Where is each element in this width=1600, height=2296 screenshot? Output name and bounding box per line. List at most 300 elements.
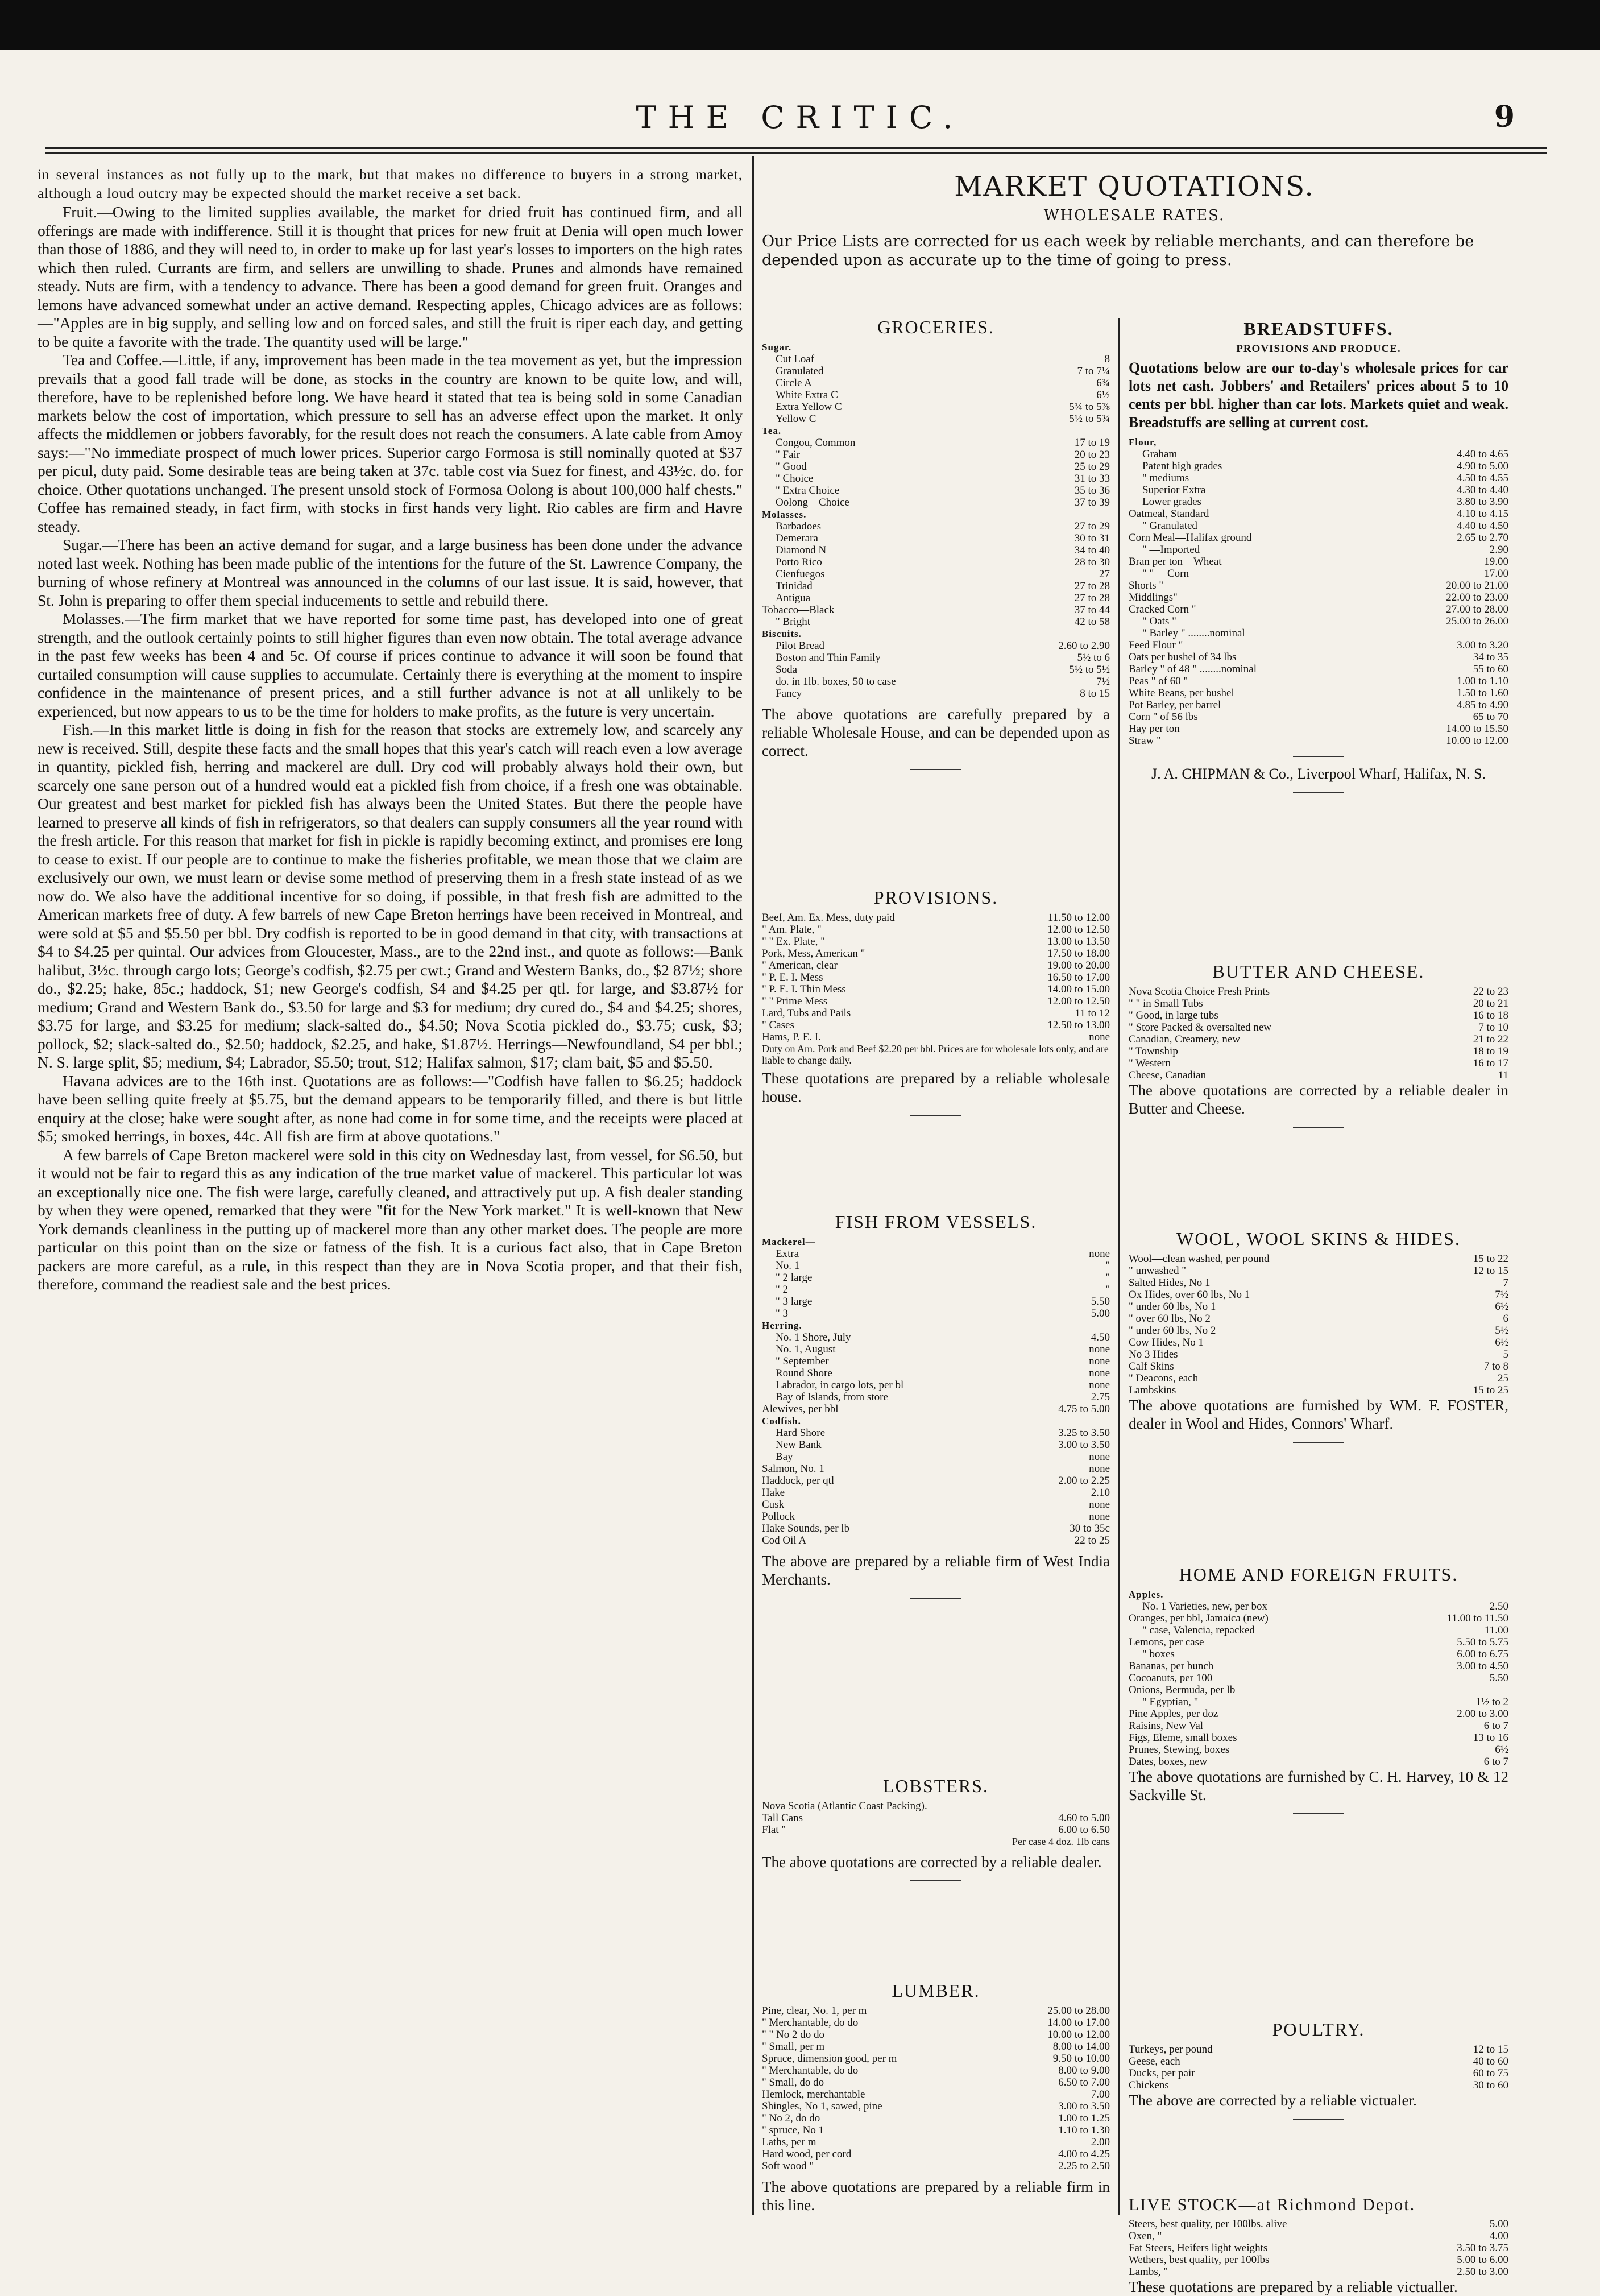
quote-label: No. 1, August	[776, 1343, 836, 1355]
quote-row	[1129, 603, 1508, 615]
quote-value: 27 to 28	[1074, 580, 1110, 592]
quote-label: Raisins, New Val	[1129, 1720, 1204, 1732]
section-note: The above are prepared by a reliable firm of West India Merchants.	[762, 1553, 1110, 1588]
quote-row	[762, 676, 1110, 688]
quote-row	[762, 544, 1110, 556]
quote-row	[762, 556, 1110, 568]
quote-label: " Good, in large tubs	[1129, 1010, 1218, 1021]
quote-label: " Deacons, each	[1129, 1372, 1199, 1384]
quote-row	[1129, 1325, 1508, 1337]
quote-value: 4.00 to 4.25	[1058, 2148, 1110, 2160]
quote-label: Oxen, "	[1129, 2230, 1162, 2242]
quote-label: Nova Scotia (Atlantic Coast Packing).	[762, 1800, 927, 1812]
quote-label: Salted Hides, No 1	[1129, 1277, 1211, 1289]
quote-value: 25.00 to 26.00	[1446, 615, 1508, 627]
quote-row	[1129, 520, 1508, 532]
quote-value	[1009, 508, 1110, 520]
quote-value	[1023, 1800, 1110, 1812]
breadstuffs-section	[1129, 318, 1508, 801]
quote-label: " Cases	[762, 1019, 794, 1031]
quote-label: " " Prime Mess	[762, 995, 828, 1007]
quote-value: 4.00	[1489, 2230, 1508, 2242]
quote-value: 35 to 36	[1074, 485, 1110, 497]
quote-label: Alewives, per bbl	[762, 1403, 839, 1415]
quote-row	[1129, 448, 1508, 460]
quote-value: 5.50	[1489, 1672, 1508, 1684]
quote-row	[762, 413, 1110, 425]
quote-label: " case, Valencia, repacked	[1142, 1624, 1255, 1636]
quote-label: Biscuits.	[762, 628, 802, 639]
quote-label: do. in 1lb. boxes, 50 to case	[776, 676, 896, 688]
quote-value: 2.25 to 2.50	[1058, 2160, 1110, 2172]
quote-value: 2.90	[1489, 544, 1508, 556]
quote-row	[762, 2124, 1110, 2136]
quote-label: Canadian, Creamery, new	[1129, 1033, 1241, 1045]
quote-label: Yellow C	[776, 413, 816, 425]
quote-label: " Fair	[776, 449, 801, 461]
quote-row	[1129, 998, 1508, 1010]
butter-table	[1129, 986, 1508, 1081]
quote-label: " Granulated	[1142, 520, 1197, 532]
quote-value: 27 to 29	[1074, 520, 1110, 532]
groceries-table	[762, 341, 1110, 700]
quote-row	[762, 473, 1110, 485]
quote-row	[1129, 639, 1508, 651]
quote-value: none	[1089, 1343, 1110, 1355]
quote-label: Corn Meal—Halifax ground	[1129, 532, 1252, 544]
quote-row	[1129, 532, 1508, 544]
quote-row	[1129, 2067, 1508, 2079]
quote-label: Oolong—Choice	[776, 497, 849, 508]
quote-value: 4.75 to 5.00	[1058, 1403, 1110, 1415]
quote-value: 12 to 15	[1473, 2043, 1508, 2055]
quote-row	[762, 580, 1110, 592]
quote-value: 8 to 15	[1080, 688, 1110, 700]
quote-row	[762, 497, 1110, 508]
quote-value: 7½	[1495, 1289, 1508, 1301]
quote-label: Pot Barley, per barrel	[1129, 699, 1221, 711]
livestock-section	[1129, 2195, 1508, 2296]
quote-value: 5.50	[1091, 1296, 1110, 1308]
column-divider	[752, 156, 754, 2215]
quote-label: " Bright	[776, 616, 811, 628]
section-rule	[1293, 1442, 1344, 1443]
quote-label: Bran per ton—Wheat	[1129, 556, 1222, 568]
quote-label: Hemlock, merchantable	[762, 2088, 865, 2100]
quote-value: 6 to 7	[1483, 1720, 1508, 1732]
quote-row	[762, 2088, 1110, 2100]
quote-value: 4.30 to 4.40	[1457, 484, 1508, 496]
quote-row	[762, 485, 1110, 497]
quote-value: 8.00 to 9.00	[1058, 2065, 1110, 2076]
quote-value: 30 to 60	[1473, 2079, 1508, 2091]
quote-label: Peas " of 60 "	[1129, 675, 1188, 687]
market-subtitle: WHOLESALE RATES.	[1043, 207, 1225, 224]
quote-value: none	[1089, 1451, 1110, 1463]
quote-value: 60 to 75	[1473, 2067, 1508, 2079]
quote-label: " P. E. I. Mess	[762, 971, 823, 983]
quote-value: 11 to 12	[1075, 1007, 1110, 1019]
quote-value: 1.00 to 1.25	[1058, 2112, 1110, 2124]
wool-section	[1129, 1228, 1508, 1451]
quote-value: 1.00 to 1.10	[1457, 675, 1508, 687]
quote-value: 2.75	[1091, 1391, 1110, 1403]
quote-value: 2.50 to 3.00	[1457, 2266, 1508, 2278]
quote-row	[1129, 723, 1508, 735]
quote-value: 7 to 8	[1483, 1360, 1508, 1372]
quote-value	[1379, 436, 1508, 448]
quote-label: Cut Loaf	[776, 353, 815, 365]
quote-value: 5½ to 6	[1077, 652, 1110, 664]
section-title: FISH FROM VESSELS.	[835, 1211, 1037, 1232]
breadstuffs-intro: Quotations below are our to-day's wholesale prices for car lots net cash. Jobbers' and Retailers' prices about 5 to 10 cents per bbl. higher than car lots. Markets quiet and weak. Breadstuffs are selling at current cost.	[1129, 359, 1508, 431]
quote-label: " —Imported	[1142, 544, 1200, 556]
quote-label: Oranges, per bbl, Jamaica (new)	[1129, 1612, 1269, 1624]
quote-row	[1129, 615, 1508, 627]
quote-value: 42 to 58	[1074, 616, 1110, 628]
quote-label: Hay per ton	[1129, 723, 1180, 735]
quote-label: " over 60 lbs, No 2	[1129, 1313, 1211, 1325]
section-title: HOME AND FOREIGN FRUITS.	[1179, 1564, 1458, 1585]
quote-value: 16 to 17	[1473, 1057, 1508, 1069]
section-note: The above quotations are corrected by a reliable dealer in Butter and Cheese.	[1129, 1082, 1508, 1117]
section-note: The above quotations are furnished by C. H. Harvey, 10 & 12 Sackville St.	[1129, 1768, 1508, 1803]
quote-value: 5.50 to 5.75	[1457, 1636, 1508, 1648]
quote-row	[1129, 1057, 1508, 1069]
quote-value: 2.00 to 2.25	[1058, 1475, 1110, 1487]
quote-row	[1129, 1624, 1508, 1636]
quote-row	[762, 616, 1110, 628]
quote-row	[1129, 496, 1508, 508]
quote-value: 19.00	[1484, 556, 1508, 568]
quote-row	[1129, 1756, 1508, 1768]
quote-row	[1129, 580, 1508, 591]
quote-row	[762, 1260, 1110, 1272]
quote-row	[762, 1007, 1110, 1019]
quote-value: 31 to 33	[1074, 473, 1110, 485]
section-rule	[910, 1598, 961, 1599]
quote-value: 6½	[1495, 1744, 1508, 1756]
quote-value: 5½ to 5¾	[1069, 413, 1110, 425]
quote-label: Lambs, "	[1129, 2266, 1168, 2278]
section-rule	[1293, 792, 1344, 793]
quote-value: 2.10	[1091, 1487, 1110, 1499]
quote-value: 3.00 to 4.50	[1457, 1660, 1508, 1672]
quote-row	[762, 1415, 1110, 1427]
quote-label: Demerara	[776, 532, 818, 544]
quote-row	[762, 1319, 1110, 1331]
quote-row	[762, 401, 1110, 413]
foreign-fruits-section	[1129, 1564, 1508, 1822]
quote-row	[762, 568, 1110, 580]
quote-row	[762, 425, 1110, 437]
quote-value: 3.00 to 3.20	[1457, 639, 1508, 651]
section-note: The above quotations are prepared by a reliable firm in this line.	[762, 2178, 1110, 2214]
quote-label: Fancy	[776, 688, 802, 700]
quote-value: 25.00 to 28.00	[1047, 2005, 1110, 2017]
quote-row	[762, 1343, 1110, 1355]
quote-row	[1129, 1313, 1508, 1325]
quote-label: " P. E. I. Thin Mess	[762, 983, 846, 995]
quote-label: " Good	[776, 461, 807, 473]
quote-row	[762, 664, 1110, 676]
quote-value: 37 to 44	[1074, 604, 1110, 616]
quote-value: 6.00 to 6.50	[1058, 1824, 1110, 1836]
quote-label: Steers, best quality, per 100lbs. alive	[1129, 2218, 1287, 2230]
quote-value: "	[1105, 1284, 1110, 1296]
quote-row	[762, 1534, 1110, 1546]
quote-value	[1388, 1588, 1508, 1600]
market-quotations-header	[762, 171, 1507, 270]
quote-value: 5	[1503, 1348, 1508, 1360]
quote-value: 7 to 7¼	[1077, 365, 1110, 377]
quote-label: Tea.	[762, 425, 782, 436]
quote-value: 55 to 60	[1473, 663, 1508, 675]
quote-row	[1129, 735, 1508, 747]
quote-label: " spruce, No 1	[762, 2124, 824, 2136]
quote-row	[1129, 1289, 1508, 1301]
quote-row	[762, 1272, 1110, 1284]
quote-label: New Bank	[776, 1439, 822, 1451]
quote-value: 16.50 to 17.00	[1047, 971, 1110, 983]
quote-label: Feed Flour "	[1129, 639, 1183, 651]
quote-label: Boston and Thin Family	[776, 652, 881, 664]
quote-value: none	[1089, 1511, 1110, 1523]
quote-label: Flour,	[1129, 437, 1157, 448]
quote-label: Hake Sounds, per lb	[762, 1523, 850, 1534]
quote-value	[1009, 341, 1110, 353]
market-title: MARKET QUOTATIONS.	[954, 171, 1315, 202]
quote-label: " under 60 lbs, No 1	[1129, 1301, 1216, 1313]
lobsters-section	[762, 1776, 1110, 1889]
quote-row	[1129, 1720, 1508, 1732]
quote-row	[762, 1248, 1110, 1260]
quote-row	[762, 936, 1110, 948]
quote-row	[1129, 2218, 1508, 2230]
quote-row	[762, 365, 1110, 377]
quote-label: " 2	[776, 1284, 789, 1296]
quote-label: Granulated	[776, 365, 824, 377]
section-title: BREADSTUFFS.	[1243, 318, 1394, 339]
quote-row	[1129, 1253, 1508, 1265]
quote-value: 2.65 to 2.70	[1457, 532, 1508, 544]
quote-value: 20 to 23	[1074, 449, 1110, 461]
quote-row	[762, 983, 1110, 995]
quote-row	[762, 2148, 1110, 2160]
quote-label: Tobacco—Black	[762, 604, 835, 616]
quote-row	[1129, 2266, 1508, 2278]
quote-value: 3.00 to 3.50	[1058, 2100, 1110, 2112]
quote-label: " under 60 lbs, No 2	[1129, 1325, 1216, 1337]
quote-row	[762, 2005, 1110, 2017]
quote-label: Round Shore	[776, 1367, 832, 1379]
quote-label: Porto Rico	[776, 556, 822, 568]
quote-value: 37 to 39	[1074, 497, 1110, 508]
quote-value: 12.00 to 12.50	[1047, 995, 1110, 1007]
quote-value: 3.25 to 3.50	[1058, 1427, 1110, 1439]
quote-label: Spruce, dimension good, per m	[762, 2053, 897, 2065]
quote-value: 13 to 16	[1473, 1732, 1508, 1744]
quote-row	[1129, 1696, 1508, 1708]
fish-table	[762, 1236, 1110, 1546]
quote-value: 34 to 40	[1074, 544, 1110, 556]
quote-label: Nova Scotia Choice Fresh Prints	[1129, 986, 1270, 998]
quote-label: " " No 2 do do	[762, 2029, 824, 2041]
quote-value: 5.00	[1091, 1308, 1110, 1319]
section-rule	[1293, 1813, 1344, 1814]
quote-label: Cocoanuts, per 100	[1129, 1672, 1213, 1684]
quote-row	[1129, 1600, 1508, 1612]
quote-row	[762, 437, 1110, 449]
quote-row	[1129, 1744, 1508, 1756]
quote-label: Onions, Bermuda, per lb	[1129, 1684, 1236, 1696]
wool-table	[1129, 1253, 1508, 1396]
article-paragraph: Molasses.—The firm market that we have reported for some time past, has developed into one of great strength, and the outlook certainly points to still higher figures than even now obtain. The total average advance in the past few weeks has been 4 and 5c. Of course if prices continue to advance it will soon be found that curtailed consumption will cause supplies to accumulate. Certainly there is everything at the moment to inspire confidence in the maintenance of present prices, and a still further advance is not at all unlikely to be experienced, but now appears to us to be the time for holders to make profits, as the future is very uncertain.	[38, 610, 743, 720]
quote-row	[762, 377, 1110, 389]
quote-label: Wool—clean washed, per pound	[1129, 1253, 1270, 1265]
section-rule	[1293, 756, 1344, 757]
quote-value	[1013, 1415, 1110, 1427]
quote-value: 27	[1099, 568, 1110, 580]
quote-value: 1.10 to 1.30	[1058, 2124, 1110, 2136]
quote-label: Cusk	[762, 1499, 785, 1511]
section-rule	[1293, 2119, 1344, 2120]
page-title: THE CRITIC.	[636, 100, 964, 135]
breadstuffs-dealer: J. A. CHIPMAN & Co., Liverpool Wharf, Halifax, N. S.	[1151, 766, 1486, 782]
quote-label: " Small, do do	[762, 2076, 824, 2088]
quote-value: 6¾	[1096, 377, 1110, 389]
section-note: The above quotations are furnished by WM. F. FOSTER, dealer in Wool and Hides, Connors' Wharf.	[1129, 1397, 1508, 1432]
quote-label: Circle A	[776, 377, 812, 389]
quote-value: 6.00 to 6.75	[1457, 1648, 1508, 1660]
quote-row	[1129, 2242, 1508, 2254]
quote-row	[1129, 460, 1508, 472]
quote-row	[762, 1308, 1110, 1319]
quote-value: 2.00 to 3.00	[1457, 1708, 1508, 1720]
quote-row	[1129, 1636, 1508, 1648]
section-title: BUTTER AND CHEESE.	[1212, 961, 1425, 982]
quote-row	[1129, 1360, 1508, 1372]
quote-value: 4.40 to 4.50	[1457, 520, 1508, 532]
quote-row	[762, 2065, 1110, 2076]
quote-row	[1129, 2055, 1508, 2067]
quote-label: Barbadoes	[776, 520, 822, 532]
provisions-table	[762, 912, 1110, 1043]
quote-value: 27 to 28	[1074, 592, 1110, 604]
quote-label: " American, clear	[762, 959, 838, 971]
quote-value: 12.00 to 12.50	[1047, 924, 1110, 936]
quote-label: Lower grades	[1142, 496, 1201, 508]
lumber-table	[762, 2005, 1110, 2172]
quote-label: Straw "	[1129, 735, 1161, 747]
quote-label: Beef, Am. Ex. Mess, duty paid	[762, 912, 895, 924]
section-subtitle: PROVISIONS AND PRODUCE.	[1236, 343, 1401, 355]
quote-row	[1129, 1588, 1508, 1600]
quote-row	[1129, 711, 1508, 723]
quote-label: " " —Corn	[1142, 568, 1189, 580]
quote-label: " " in Small Tubs	[1129, 998, 1203, 1010]
quote-label: " Store Packed & oversalted new	[1129, 1021, 1271, 1033]
livestock-table	[1129, 2218, 1508, 2278]
quote-row	[1129, 2254, 1508, 2266]
quote-value: 4.60 to 5.00	[1058, 1812, 1110, 1824]
quote-label: " Merchantable, do do	[762, 2017, 859, 2029]
section-title: PROVISIONS.	[873, 887, 998, 908]
quote-value: 17.50 to 18.00	[1047, 948, 1110, 959]
quote-label: " unwashed "	[1129, 1265, 1186, 1277]
quote-label: Molasses.	[762, 509, 807, 520]
quote-value: 11.00 to 11.50	[1446, 1612, 1508, 1624]
quote-row	[762, 924, 1110, 936]
quote-label: Bananas, per bunch	[1129, 1660, 1214, 1672]
quote-row	[762, 2112, 1110, 2124]
quote-value	[1013, 1319, 1110, 1331]
quote-value: 22 to 23	[1473, 986, 1508, 998]
quote-label: " Oats "	[1142, 615, 1176, 627]
quote-row	[1129, 556, 1508, 568]
quote-value: 17 to 19	[1074, 437, 1110, 449]
quote-label: Chickens	[1129, 2079, 1169, 2091]
quote-value: 6½	[1495, 1301, 1508, 1313]
section-rule	[910, 769, 961, 770]
quote-value: 14.00 to 15.50	[1446, 723, 1508, 735]
quote-label: Apples.	[1129, 1589, 1164, 1600]
quote-label: Codfish.	[762, 1416, 801, 1426]
quote-label: Prunes, Stewing, boxes	[1129, 1744, 1230, 1756]
quote-row	[1129, 1069, 1508, 1081]
quote-label: Pine Apples, per doz	[1129, 1708, 1218, 1720]
section-title: POULTRY.	[1272, 2019, 1365, 2039]
quote-row	[762, 948, 1110, 959]
quote-value: 5¾ to 5⅞	[1069, 401, 1110, 413]
quote-row	[1129, 1045, 1508, 1057]
quote-label: Flat "	[762, 1824, 786, 1836]
quote-label: Oats per bushel of 34 lbs	[1129, 651, 1237, 663]
quote-value: 1½ to 2	[1475, 1696, 1508, 1708]
quote-value: 14.00 to 17.00	[1047, 2017, 1110, 2029]
quote-value: 3.80 to 3.90	[1457, 496, 1508, 508]
quote-row	[762, 1824, 1110, 1836]
poultry-table	[1129, 2043, 1508, 2091]
quote-value: none	[1089, 1367, 1110, 1379]
quote-row	[1129, 2079, 1508, 2091]
quote-value: 3.50 to 3.75	[1457, 2242, 1508, 2254]
quote-row	[762, 912, 1110, 924]
quote-row	[1129, 1684, 1508, 1696]
quote-row	[762, 628, 1110, 640]
quote-row	[762, 508, 1110, 520]
quote-row	[1129, 1010, 1508, 1021]
quote-label: Cod Oil A	[762, 1534, 807, 1546]
quote-value: 40 to 60	[1473, 2055, 1508, 2067]
quote-label: Patent high grades	[1142, 460, 1222, 472]
quote-label: " Western	[1129, 1057, 1171, 1069]
quote-value: 22.00 to 23.00	[1446, 591, 1508, 603]
groceries-section	[762, 317, 1110, 778]
quote-label: Fat Steers, Heifers light weights	[1129, 2242, 1268, 2254]
quote-value: 28 to 30	[1074, 556, 1110, 568]
quote-value: none	[1089, 1031, 1110, 1043]
quote-value: 17.00	[1484, 568, 1508, 580]
quote-row	[762, 1367, 1110, 1379]
quote-label: Superior Extra	[1142, 484, 1206, 496]
quote-row	[1129, 1612, 1508, 1624]
fruits-table	[1129, 1588, 1508, 1768]
quote-label: Lambskins	[1129, 1384, 1176, 1396]
section-note: The above are corrected by a reliable victualer.	[1129, 2092, 1417, 2109]
quote-row	[762, 2160, 1110, 2172]
quote-row	[762, 2041, 1110, 2053]
